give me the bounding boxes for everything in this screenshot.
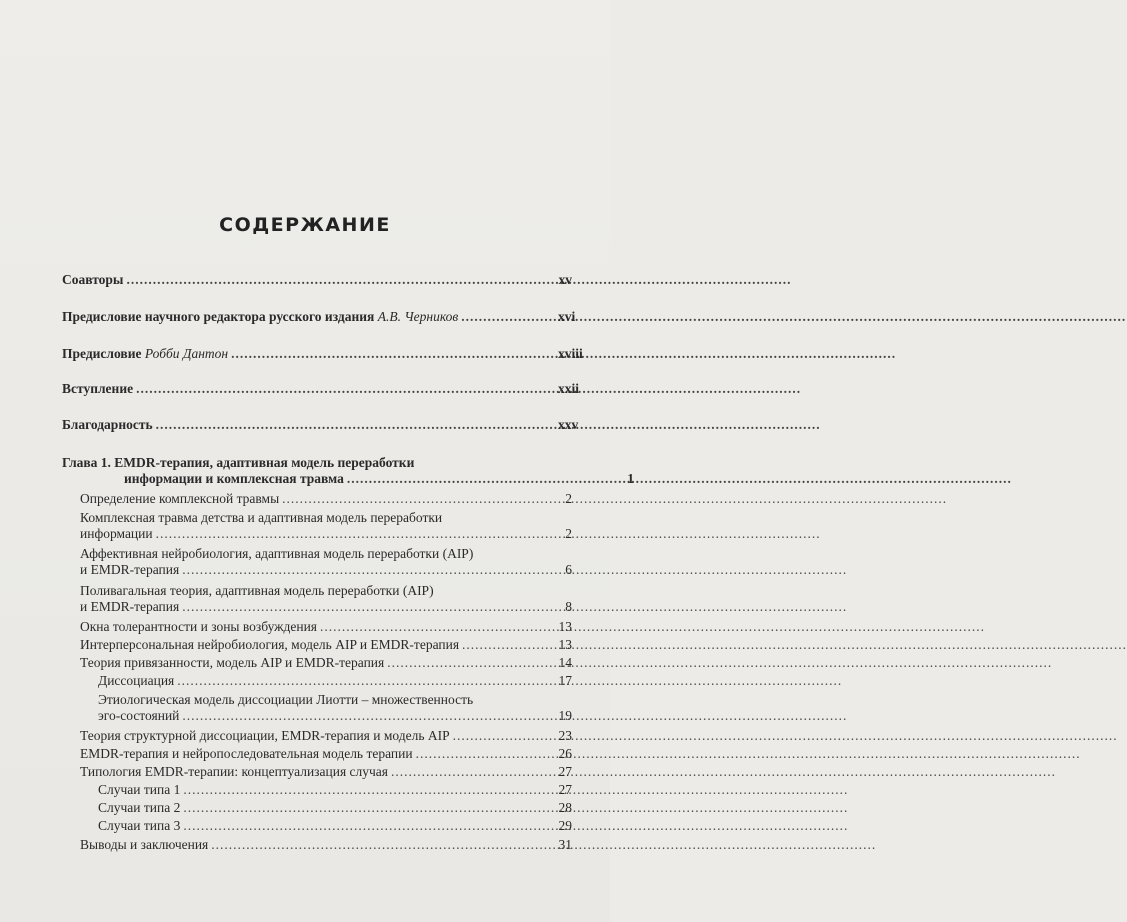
toc-entry[interactable]: Случаи типа 1 ..... 27 <box>98 782 572 798</box>
toc-entry[interactable]: Случаи типа 3 ..... 29 <box>98 818 572 834</box>
toc-entry[interactable]: Определение комплексной травмы ..... 2 <box>80 491 572 507</box>
page-title: СОДЕРЖАНИЕ <box>219 214 391 236</box>
toc-entry[interactable]: Предисловие научного редактора русского издания А.В. Черников ..... xvi <box>62 309 572 325</box>
page-number: 2 <box>565 526 572 541</box>
toc-chapter-entry[interactable]: Глава 1. EMDR-терапия, адаптивная модель переработки информации и комплексная травма ..... 1 <box>62 455 572 487</box>
toc-entry[interactable]: Окна толерантности и зоны возбуждения ..... 13 <box>80 619 572 635</box>
page-number: 23 <box>558 728 572 743</box>
toc-entry[interactable]: Интерперсональная нейробиология, модель AIP и EMDR-терапия ..... 13 <box>80 637 572 653</box>
toc-entry[interactable]: EMDR-терапия и нейропоследовательная модель терапии ..... 26 <box>80 746 572 762</box>
page-number: xviii <box>558 346 583 361</box>
toc-entry[interactable]: Теория привязанности, модель AIP и EMDR-терапия ..... 14 <box>80 655 572 671</box>
page-number: xxv <box>558 417 579 432</box>
toc-entry[interactable]: Соавторы ..... xv <box>62 272 572 288</box>
page-number: 28 <box>558 800 572 815</box>
toc-entry[interactable]: Типология EMDR-терапии: концептуализация случая ..... 27 <box>80 764 572 780</box>
page-number: 13 <box>558 619 572 634</box>
toc-entry[interactable]: Поливагальная теория, адаптивная модель переработки (AIP) и EMDR-терапия ..... 8 <box>80 583 572 615</box>
toc-entry[interactable]: Выводы и заключения ..... 31 <box>80 837 572 853</box>
toc-entry[interactable]: Случаи типа 2 ..... 28 <box>98 800 572 816</box>
toc-entry[interactable]: Вступление ..... xxii <box>62 381 572 397</box>
bleed-through-text <box>62 72 65 87</box>
page-number: 6 <box>565 562 572 577</box>
toc-entry[interactable]: Диссоциация ..... 17 <box>98 673 572 689</box>
page-number: 14 <box>558 655 572 670</box>
page-number: 27 <box>558 782 572 797</box>
toc-entry[interactable]: Предисловие Робби Дантон ..... xviii <box>62 346 572 362</box>
page-number: 19 <box>558 708 572 723</box>
page-number: xv <box>558 272 572 287</box>
page-number: xvi <box>558 309 576 324</box>
page-number: 26 <box>558 746 572 761</box>
page-number: 2 <box>565 491 572 506</box>
toc-entry[interactable]: Этиологическая модель диссоциации Лиотти – множественность эго-состояний ..... 19 <box>98 692 572 724</box>
page-number: 8 <box>565 599 572 614</box>
toc-entry[interactable]: Теория структурной диссоциации, EMDR-терапия и модель AIP ..... 23 <box>80 728 572 744</box>
toc-entry[interactable]: Благодарность ..... xxv <box>62 417 572 433</box>
page-number: 29 <box>558 818 572 833</box>
page-number: 1 <box>627 471 634 486</box>
page-number: 31 <box>558 837 572 852</box>
page-number: xxii <box>558 381 580 396</box>
toc-entry[interactable]: Комплексная травма детства и адаптивная модель переработки информации ..... 2 <box>80 510 572 542</box>
page-number: 17 <box>558 673 572 688</box>
page-number: 13 <box>558 637 572 652</box>
toc-entry[interactable]: Аффективная нейробиология, адаптивная модель переработки (AIP) и EMDR-терапия ..... 6 <box>80 546 572 578</box>
page-number: 27 <box>558 764 572 779</box>
